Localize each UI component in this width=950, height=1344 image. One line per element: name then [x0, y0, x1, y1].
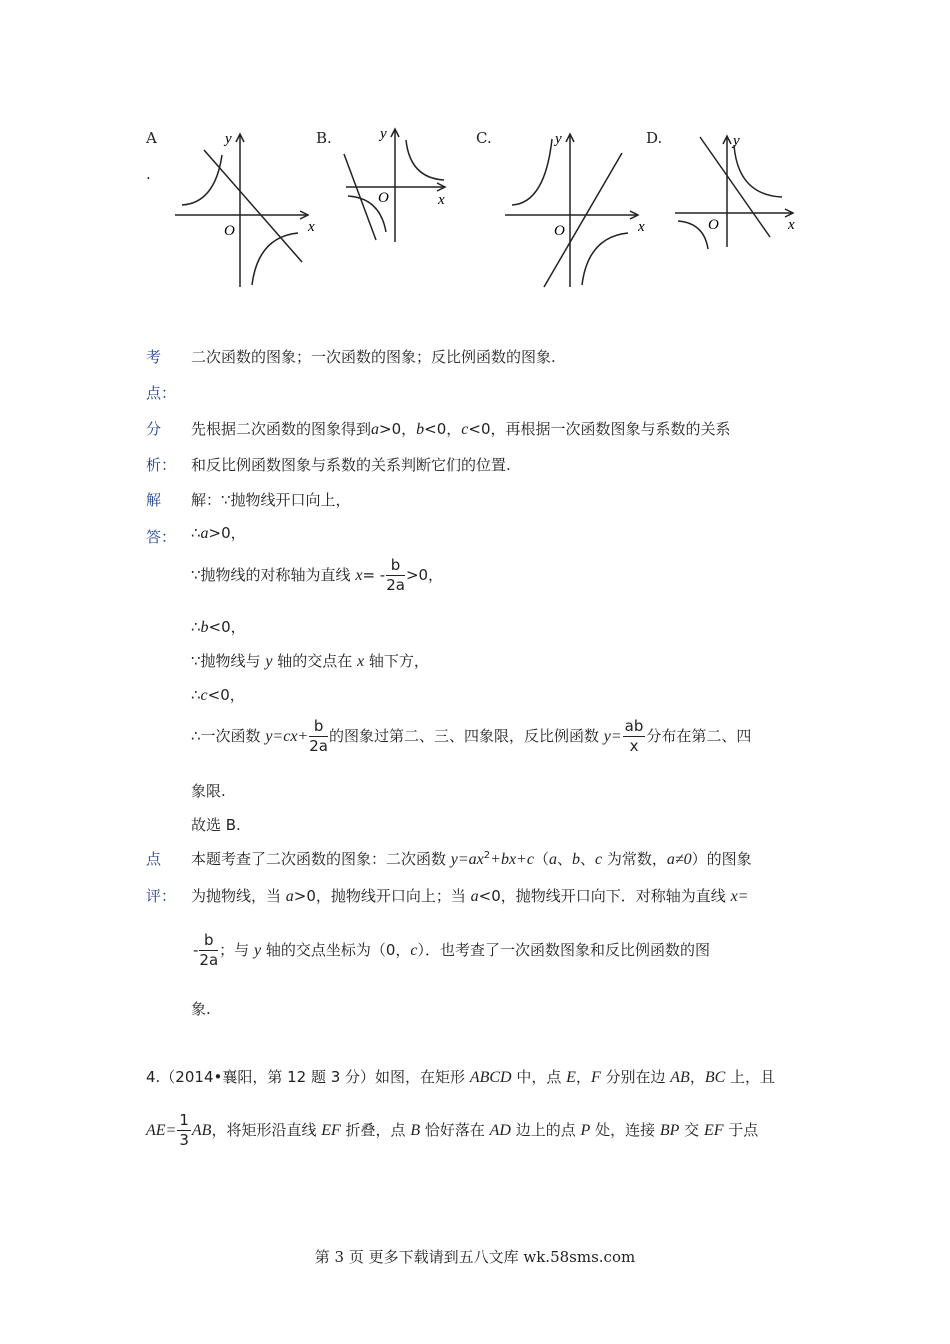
- jieda-line-5: ∵抛物线与 y 轴的交点在 x 轴下方，: [191, 652, 429, 670]
- hyperbola-branch-lower: [252, 233, 298, 285]
- jieda-line-7: ∴一次函数 y=cx+ $\frac{b}{2a}$ 的图象过第二、三、四象限，反比例函数 y= $\frac{ab}{x}$ 分布在第二、四: [191, 717, 752, 755]
- linear-function-line: [204, 150, 302, 262]
- fraction-one-third: $\frac{1}{3}$: [179, 1111, 189, 1149]
- jieda-tag-1: 解: [146, 491, 162, 509]
- kaodian-tag-2: 点：: [146, 384, 177, 402]
- origin-label: O: [708, 217, 719, 233]
- jieda-line-6: ∴c<0，: [191, 686, 245, 704]
- jieda-line-2: ∴a>0，: [191, 524, 246, 542]
- dianping-line-3: - $\frac{b}{2a}$ ；与 y 轴的交点坐标为（0，c）．也考查了一次函数图象和反比例函数的图: [193, 931, 710, 969]
- jieda-line-9: 故选 B.: [191, 816, 241, 834]
- jieda-line-8: 象限.: [191, 782, 226, 800]
- graph-option-d: [672, 125, 807, 250]
- x-label: x: [788, 217, 795, 233]
- fraction-b-over-2a: $\frac{b}{2a}$: [386, 556, 405, 594]
- dianping-line-2: 为抛物线，当 a>0，抛物线开口向上；当 a<0，抛物线开口向下．对称轴为直线 x=: [191, 887, 749, 905]
- fenxi-line-1: 先根据二次函数的图象得到a>0，b<0，c<0，再根据一次函数图象与系数的关系: [191, 420, 731, 438]
- y-label: y: [733, 133, 740, 149]
- kaodian-tag-1: 考: [146, 348, 162, 366]
- x-label: x: [438, 192, 445, 208]
- fenxi-tag-2: 析：: [146, 456, 177, 474]
- graph-option-c: [500, 125, 650, 290]
- x-label: x: [638, 219, 645, 235]
- question-4-line-2: AE= $\frac{1}{3}$ AB，将矩形沿直线 EF 折叠，点 B 恰好落在 AD 边上的点 P 处，连接 BP 交 EF 于点: [146, 1111, 759, 1149]
- hyperbola-branch-lower: [582, 233, 628, 285]
- fenxi-line-2: 和反比例函数图象与系数的关系判断它们的位置.: [191, 456, 511, 474]
- option-a-label: A: [146, 129, 157, 147]
- option-d-label: D.: [646, 129, 663, 147]
- dianping-line-1: 本题考查了二次函数的图象：二次函数 $y=ax^2+bx+c(a$、b、c 为常数，a≠0）的图象: [191, 850, 752, 868]
- option-c-label: C.: [476, 129, 492, 147]
- hyperbola-branch-upper: [406, 140, 444, 180]
- dianping-tag-2: 评：: [146, 887, 177, 905]
- linear-function-line: [544, 153, 622, 287]
- jieda-tag-2: 答：: [146, 528, 177, 546]
- page-footer: 第 3 页 更多下载请到五八文库 wk.58sms.com: [314, 1248, 636, 1266]
- jieda-line-1: 解：∵抛物线开口向上，: [191, 491, 351, 509]
- jieda-line-4: ∴b<0，: [191, 618, 246, 636]
- origin-label: O: [554, 223, 565, 239]
- y-label: y: [225, 131, 232, 147]
- fenxi-tag-1: 分: [146, 420, 162, 438]
- hyperbola-branch-lower: [678, 221, 708, 249]
- hyperbola-branch-upper: [734, 145, 782, 197]
- dianping-tag-1: 点: [146, 850, 162, 868]
- fraction-b-over-2a: $\frac{b}{2a}$: [309, 717, 328, 755]
- graph-option-a: [170, 125, 320, 290]
- fraction-ab-over-x: $\frac{ab}{x}$: [624, 717, 644, 755]
- graph-option-b: [340, 122, 455, 247]
- option-a-dot: .: [146, 165, 151, 183]
- hyperbola-branch-upper: [182, 155, 222, 205]
- hyperbola-branch-upper: [512, 139, 552, 205]
- y-label: y: [555, 131, 562, 147]
- jieda-line-3: ∵抛物线的对称轴为直线 x= - $\frac{b}{2a}$ >0，: [191, 556, 444, 594]
- y-label: y: [380, 126, 387, 142]
- option-b-label: B.: [316, 129, 332, 147]
- origin-label: O: [224, 223, 235, 239]
- question-4-line-1: 4.（2014•襄阳，第 12 题 3 分）如图，在矩形 ABCD 中，点 E，F 分别在边 AB，BC 上，且: [146, 1068, 776, 1086]
- linear-function-line: [344, 154, 376, 240]
- fraction-b-over-2a: $\frac{b}{2a}$: [199, 931, 219, 969]
- dianping-line-4: 象.: [191, 1000, 211, 1018]
- origin-label: O: [378, 190, 389, 206]
- kaodian-text: 二次函数的图象；一次函数的图象；反比例函数的图象.: [191, 348, 556, 366]
- x-label: x: [308, 219, 315, 235]
